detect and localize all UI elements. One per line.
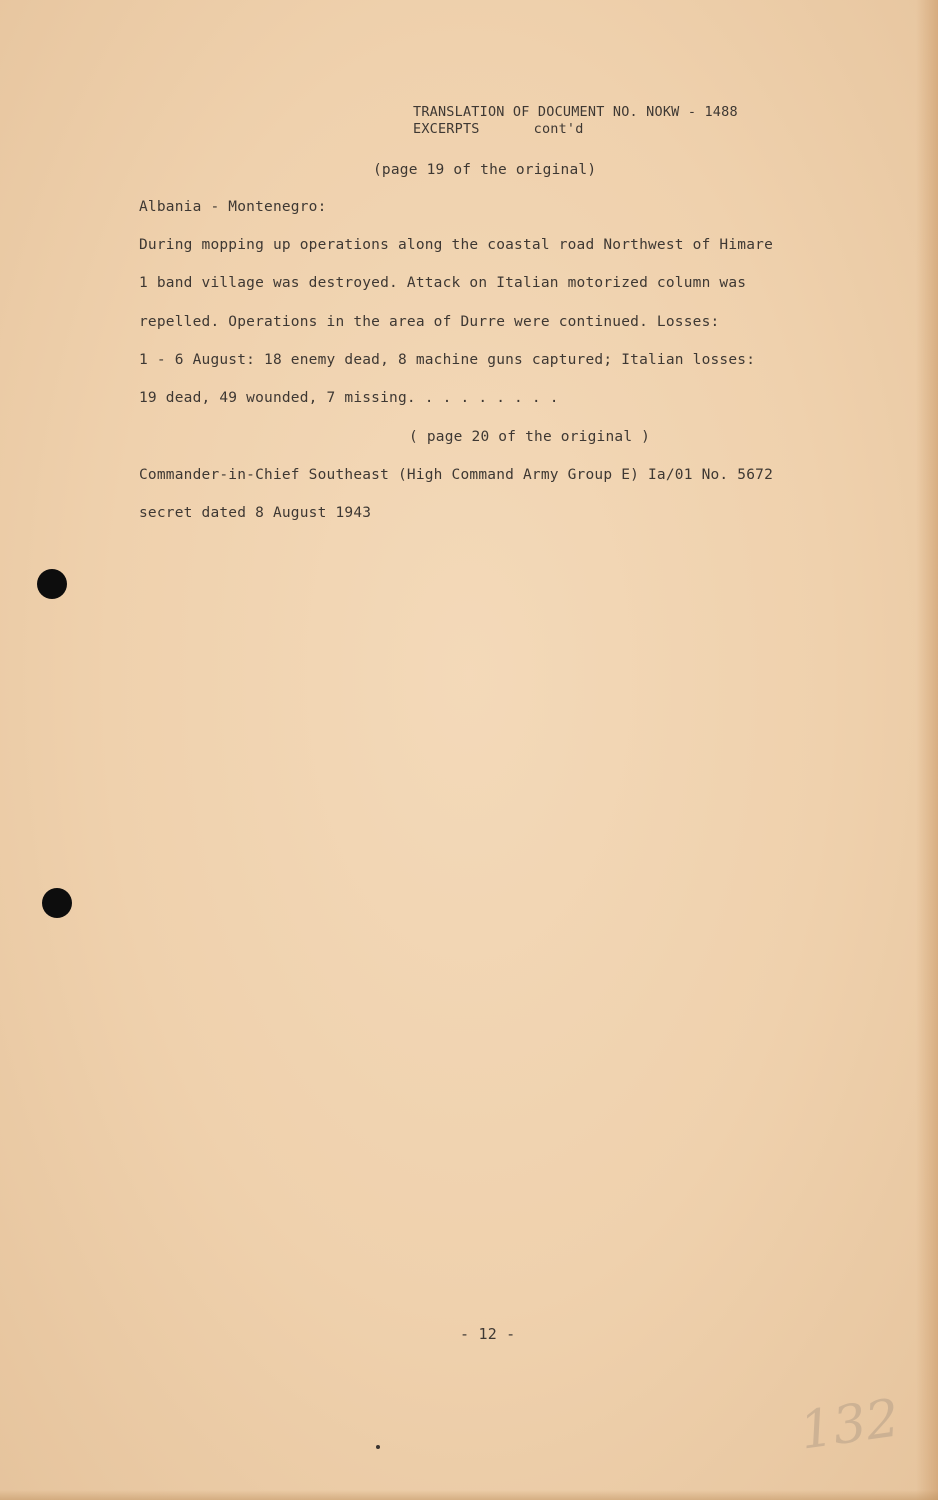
handwritten-folio-number: 132: [796, 1388, 903, 1462]
document-title: TRANSLATION OF DOCUMENT NO. NOKW - 1488: [413, 104, 738, 120]
original-page-reference: (page 19 of the original): [373, 162, 597, 178]
section-heading: Albania - Montenegro:: [139, 199, 327, 215]
punch-hole-icon: [42, 888, 72, 918]
body-line: 1 band village was destroyed. Attack on Italian motorized column was: [139, 275, 747, 291]
document-subtitle: [413, 120, 584, 138]
punch-hole-icon: [37, 569, 67, 599]
paper-edge-shadow: [916, 0, 938, 1500]
source-line: Commander-in-Chief Southeast (High Command Army Group E) Ia/01 No. 5672: [139, 467, 774, 483]
body-line: 1 - 6 August: 18 enemy dead, 8 machine guns captured; Italian losses:: [139, 352, 756, 368]
body-line: repelled. Operations in the area of Durre were continued. Losses:: [139, 314, 720, 330]
ink-speck: [376, 1445, 380, 1449]
body-line: 19 dead, 49 wounded, 7 missing. . . . . . . . .: [139, 390, 559, 406]
source-line: secret dated 8 August 1943: [139, 505, 372, 521]
continued-label: cont'd: [533, 121, 584, 137]
page-number: - 12 -: [460, 1325, 516, 1343]
body-line: During mopping up operations along the coastal road Northwest of Himare: [139, 237, 774, 253]
excerpts-label: EXCERPTS: [413, 121, 480, 137]
original-page-reference: ( page 20 of the original ): [409, 429, 651, 445]
paper-bottom-shadow: [0, 1490, 938, 1500]
